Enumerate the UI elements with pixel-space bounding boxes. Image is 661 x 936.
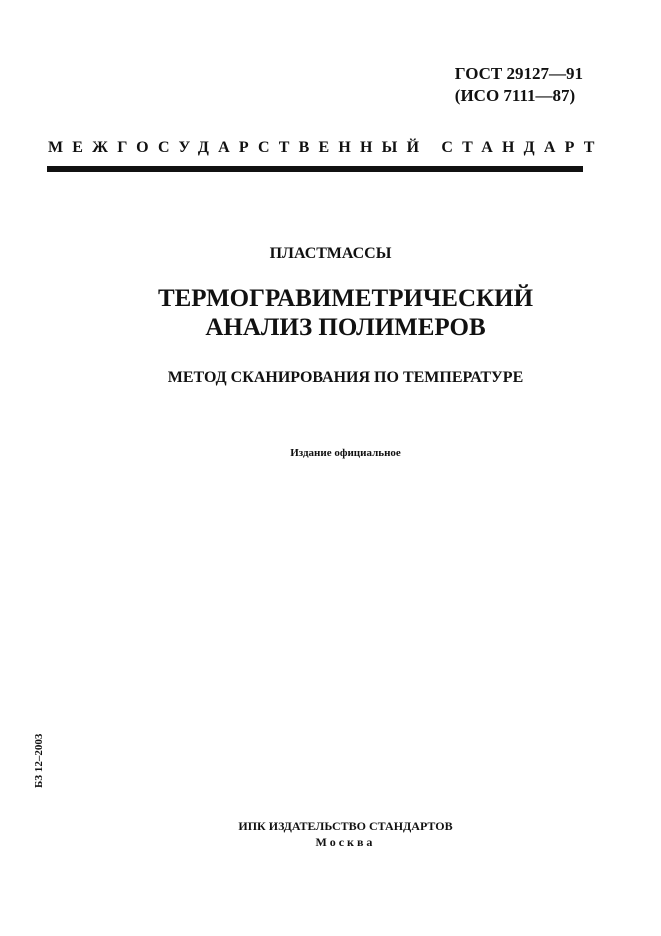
series-title: МЕЖГОСУДАРСТВЕННЫЙ СТАНДАРТ: [48, 139, 604, 156]
gost-code: ГОСТ 29127—91: [454, 64, 583, 83]
iso-code: (ИСО 7111—87): [454, 86, 576, 105]
category-heading: ПЛАСТМАССЫ: [269, 245, 392, 262]
header-rule: [47, 166, 583, 172]
edition-note: Издание официальное: [290, 447, 401, 459]
publisher-city: Москва: [315, 835, 376, 849]
document-codes: [455, 63, 583, 107]
title-line-1: ТЕРМОГРАВИМЕТРИЧЕСКИЙ: [157, 285, 534, 312]
title-line-2: АНАЛИЗ ПОЛИМЕРОВ: [205, 314, 486, 341]
publisher-block: [0, 818, 661, 850]
document-title: [0, 284, 661, 342]
document-subtitle: МЕТОД СКАНИРОВАНИЯ ПО ТЕМПЕРАТУРЕ: [167, 369, 524, 386]
publisher-name: ИПК ИЗДАТЕЛЬСТВО СТАНДАРТОВ: [238, 819, 453, 833]
side-code: БЗ 12–2003: [33, 733, 45, 788]
